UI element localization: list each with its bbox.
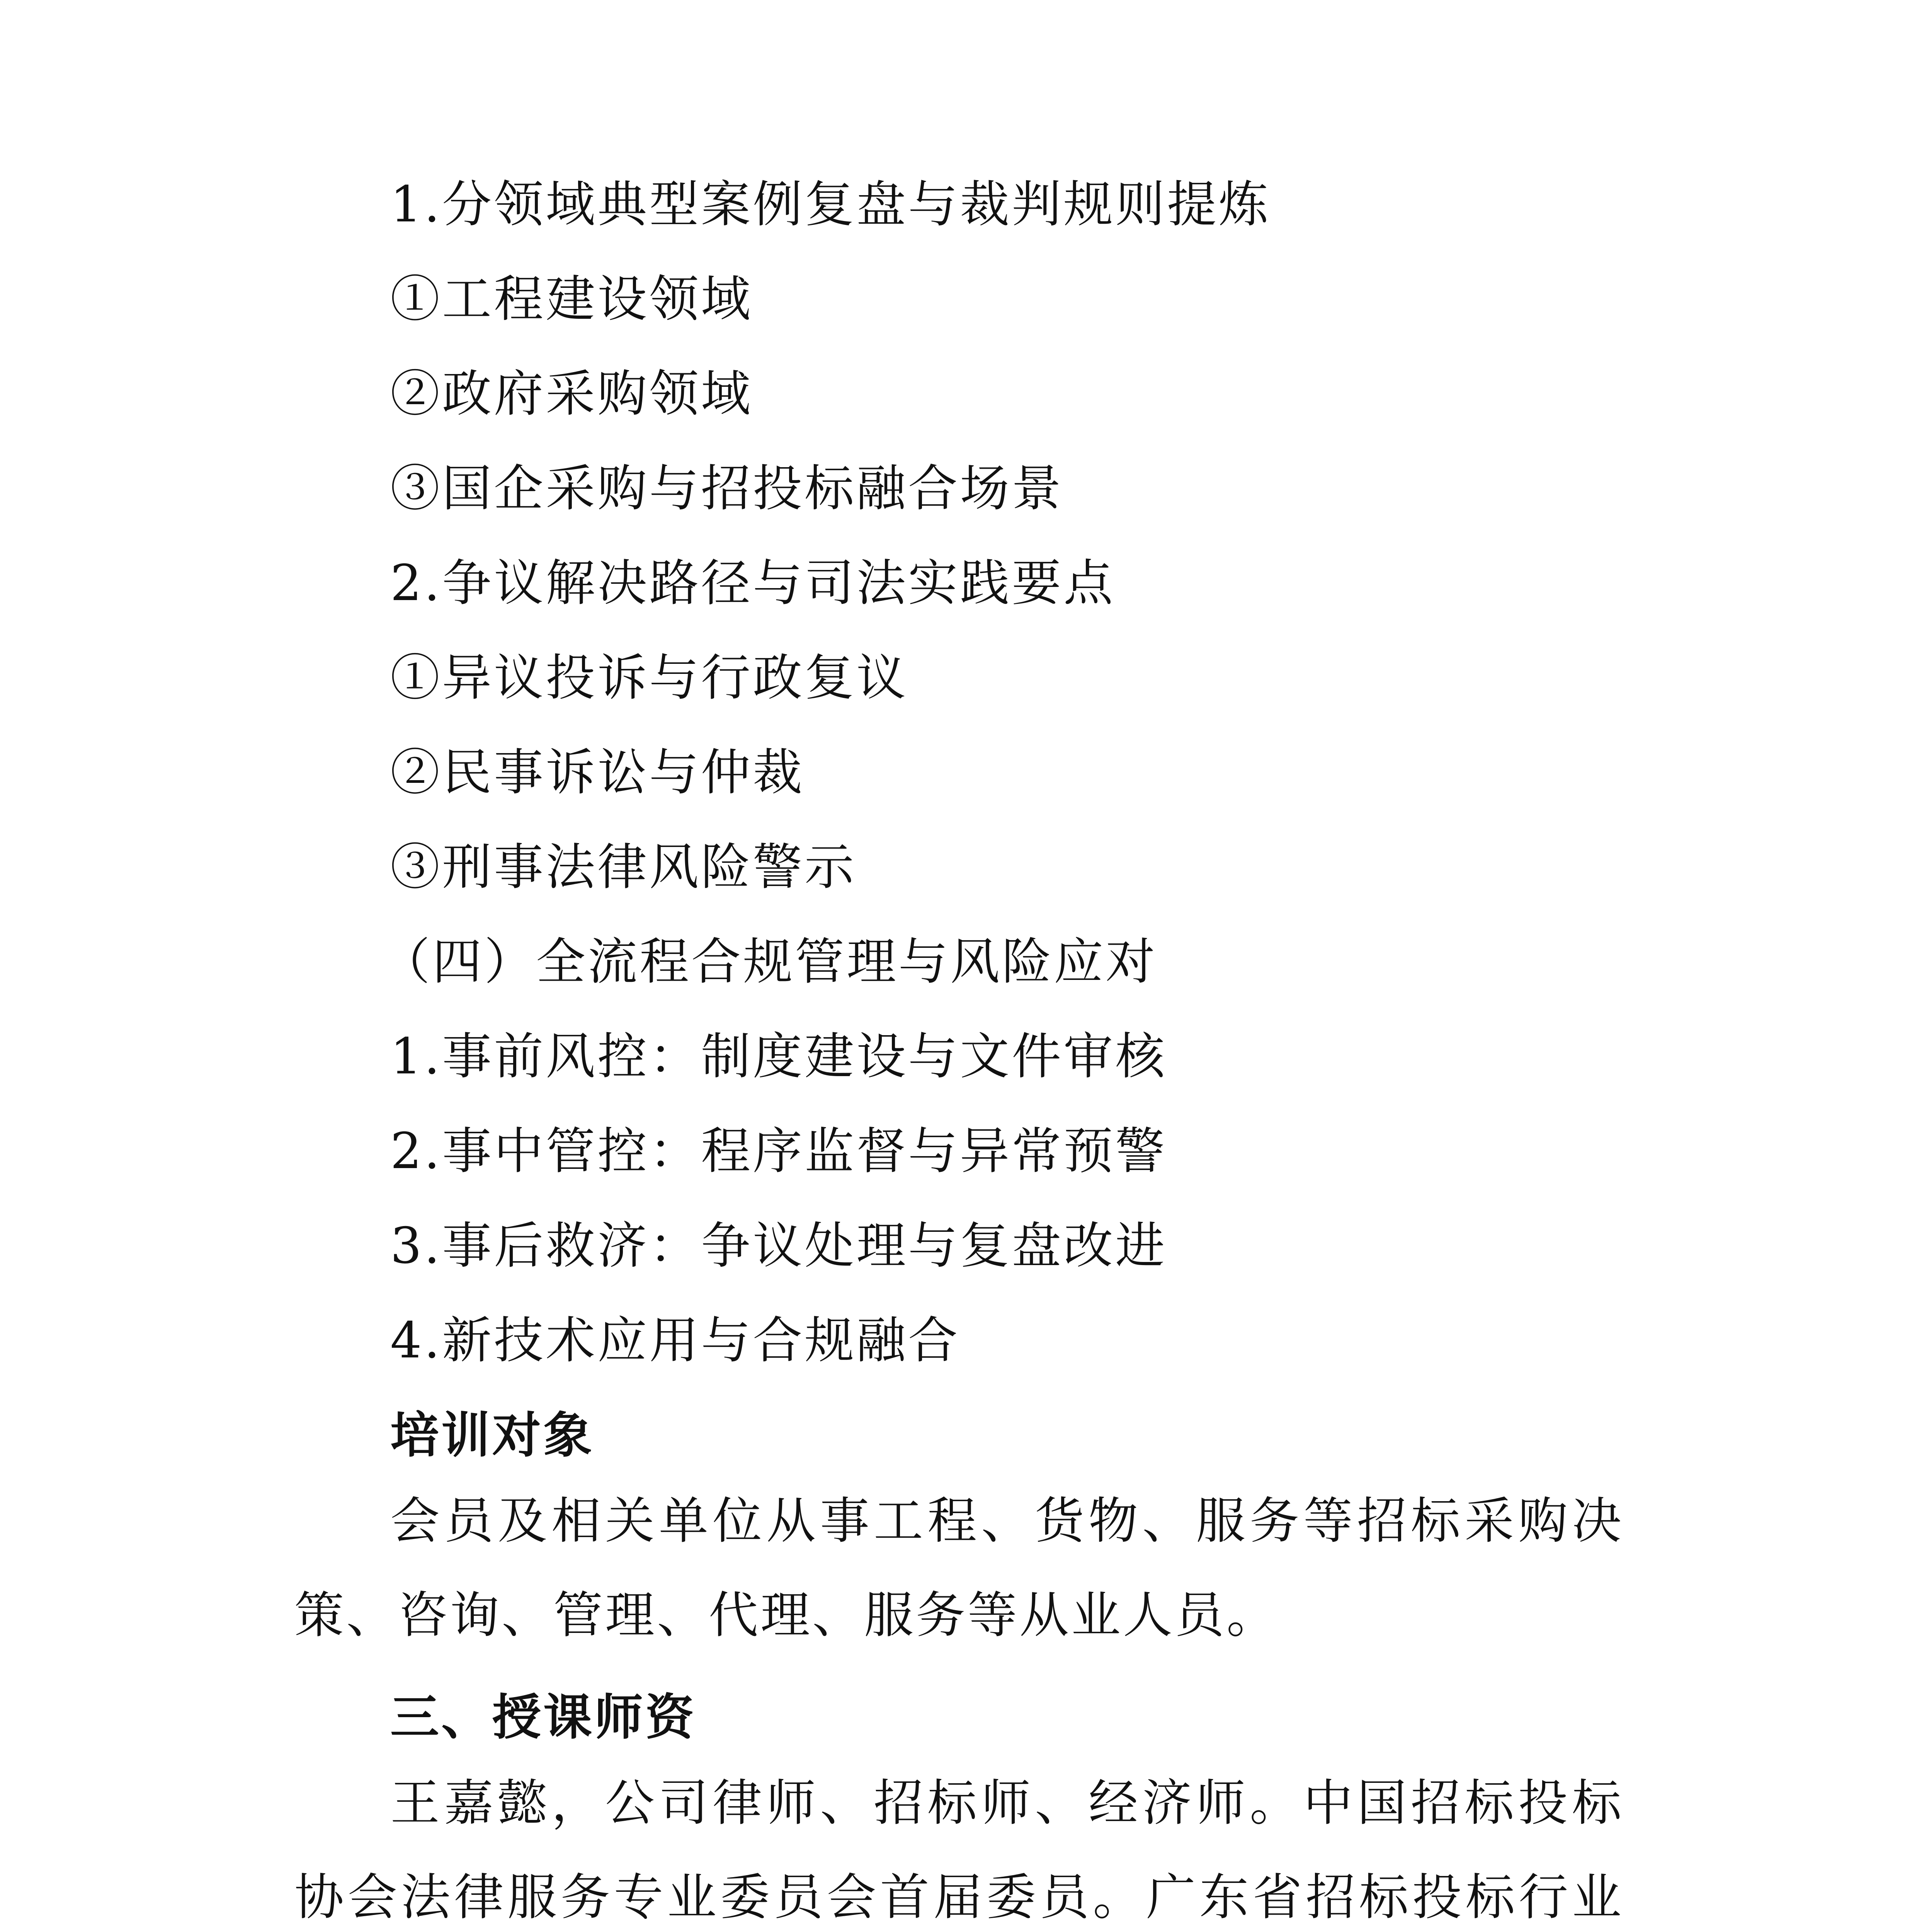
outline-subitem-civil: ②民事诉讼与仲裁 — [390, 744, 805, 801]
outline-section-4: （四）全流程合规管理与风险应对 — [381, 933, 1158, 991]
outline-subitem-criminal: ③刑事法律风险警示 — [390, 838, 857, 896]
outline-subitem-engineering: ①工程建设领域 — [390, 270, 753, 328]
outline-subitem-gov-procurement: ②政府采购领域 — [390, 365, 753, 423]
outline-item-2: 2.争议解决路径与司法实践要点 — [390, 554, 1116, 612]
paragraph-instructor: 王嘉懿，公司律师、招标师、经济师。中国招标投标协会法律服务专业委员会首届委员。广东省招标投标行业 — [294, 1774, 1624, 1926]
outline-item-4-3: 3.事后救济：争议处理与复盘改进 — [390, 1217, 1167, 1275]
outline-item-1: 1.分领域典型案例复盘与裁判规则提炼 — [390, 176, 1271, 233]
outline-item-4-1: 1.事前风控：制度建设与文件审核 — [390, 1028, 1167, 1085]
heading-training-targets: 培训对象 — [390, 1407, 594, 1464]
heading-instructor: 三、授课师资 — [390, 1689, 696, 1746]
outline-subitem-objection: ①异议投诉与行政复议 — [390, 649, 908, 707]
outline-item-4-4: 4.新技术应用与合规融合 — [390, 1312, 960, 1369]
outline-item-4-2: 2.事中管控：程序监督与异常预警 — [390, 1122, 1167, 1180]
outline-subitem-soe-procurement: ③国企采购与招投标融合场景 — [390, 460, 1064, 517]
paragraph-training-targets: 会员及相关单位从事工程、货物、服务等招标采购决策、咨询、管理、代理、服务等从业人员。 — [294, 1492, 1624, 1644]
